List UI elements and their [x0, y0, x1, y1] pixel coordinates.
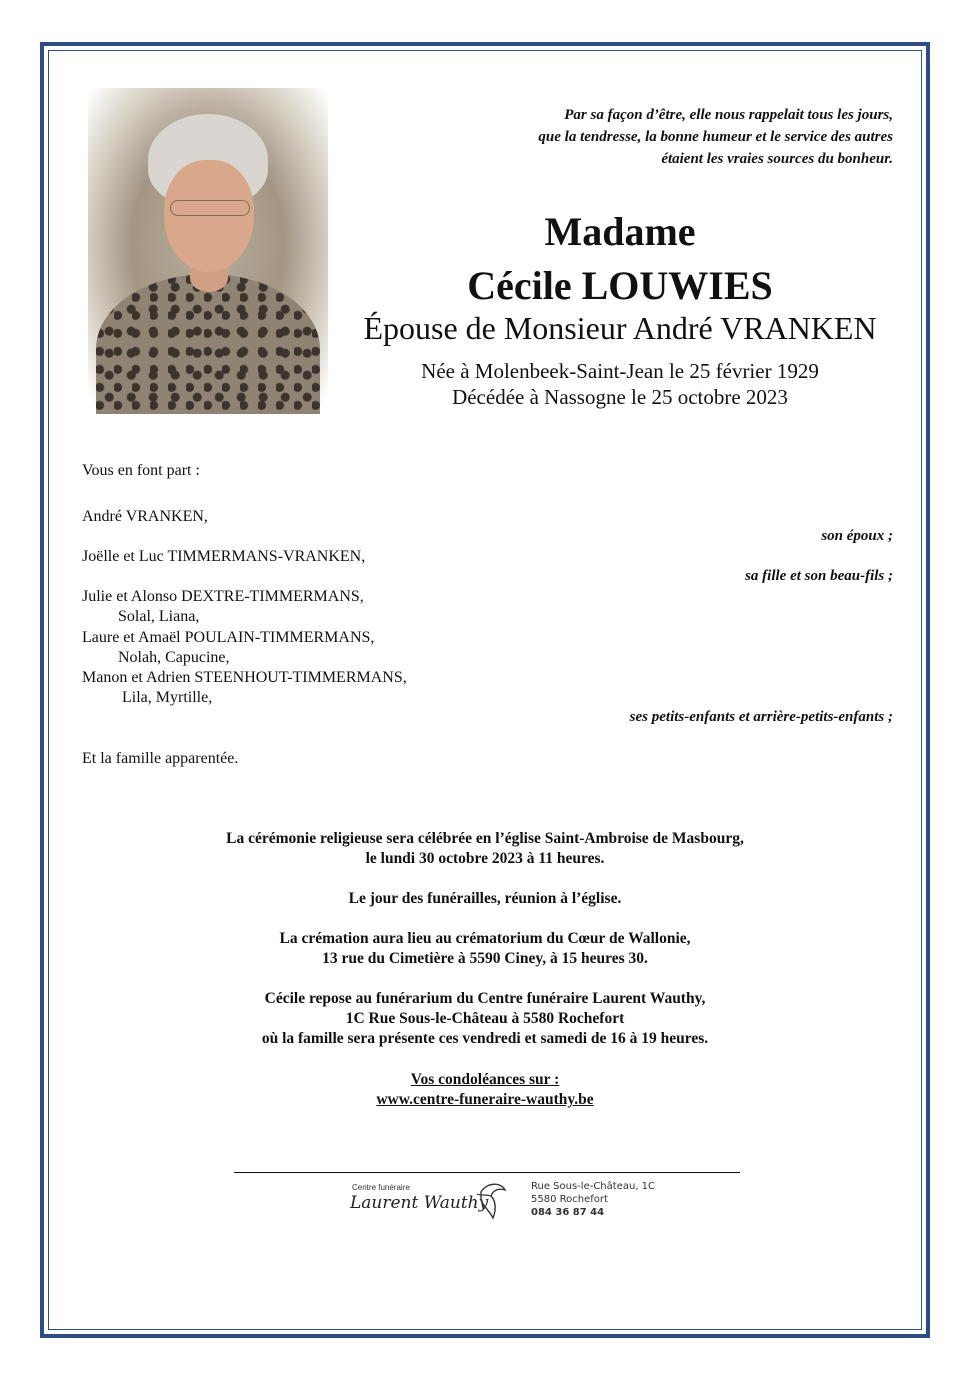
cremation-line: La crémation aura lieu au crématorium du Cœur de Wallonie,	[279, 930, 691, 947]
portrait-glasses	[170, 200, 250, 216]
deceased-name: Cécile LOUWIES	[467, 263, 773, 308]
cremation-line: 13 rue du Cimetière à 5590 Ciney, à 15 heures 30.	[322, 950, 648, 967]
birth-line: Née à Molenbeek-Saint-Jean le 25 février 1929	[421, 359, 819, 383]
condolences-label: Vos condoléances sur :	[410, 1071, 560, 1088]
funerarium-block	[48, 989, 922, 1049]
portrait-photo	[88, 88, 328, 414]
memorial-quote	[393, 104, 893, 170]
funerarium-line: Cécile repose au funérarium du Centre funéraire Laurent Wauthy,	[264, 990, 706, 1007]
ceremony-line: le lundi 30 octobre 2023 à 11 heures.	[365, 850, 605, 867]
condolences-block	[48, 1070, 922, 1110]
dove-icon	[475, 1178, 511, 1220]
funerarium-line: où la famille sera présente ces vendredi et samedi de 16 à 19 heures.	[261, 1030, 709, 1047]
grandchild-couple: Laure et Amaël POULAIN-TIMMERMANS,	[82, 629, 375, 646]
gathering-line: Le jour des funérailles, réunion à l’église.	[348, 890, 622, 907]
death-line: Décédée à Nassogne le 25 octobre 2023	[452, 385, 788, 409]
logo-caption: Centre funéraire	[352, 1183, 410, 1192]
grandchild-couple: Julie et Alonso DEXTRE-TIMMERMANS,	[82, 588, 364, 605]
spouse-line: Épouse de Monsieur André VRANKEN	[363, 310, 877, 346]
husband-role: son époux ;	[821, 528, 893, 544]
quote-line: étaient les vraies sources du bonheur.	[661, 151, 893, 167]
portrait-face	[164, 160, 254, 272]
cremation-block	[48, 929, 922, 969]
grandchildren-role: ses petits-enfants et arrière-petits-enfants ;	[629, 709, 893, 725]
great-grandchildren: Solal, Liana,	[118, 608, 200, 625]
great-grandchildren: Nolah, Capucine,	[118, 649, 230, 666]
daughter-names: Joëlle et Luc TIMMERMANS-VRANKEN,	[82, 548, 366, 565]
address-street: Rue Sous-le-Château, 1C	[531, 1181, 656, 1192]
daughter-role: sa fille et son beau-fils ;	[745, 568, 893, 584]
portrait-clothing	[96, 274, 320, 414]
extended-family: Et la famille apparentée.	[82, 750, 239, 767]
funeral-home-logo	[340, 1178, 660, 1224]
footer-address	[531, 1180, 655, 1219]
husband-name: André VRANKEN,	[82, 508, 208, 525]
honorific: Madame	[544, 209, 696, 254]
intro-text: Vous en font part :	[82, 462, 200, 479]
logo-wordmark: Laurent Wauthy	[350, 1193, 489, 1213]
website-link[interactable]: www.centre-funeraire-wauthy.be	[376, 1091, 594, 1108]
grandchild-couple: Manon et Adrien STEENHOUT-TIMMERMANS,	[82, 669, 407, 686]
address-city: 5580 Rochefort	[531, 1194, 608, 1205]
great-grandchildren: Lila, Myrtille,	[122, 689, 213, 706]
phone-number: 084 36 87 44	[531, 1207, 605, 1218]
footer-rule	[234, 1172, 740, 1173]
gathering-block	[48, 889, 922, 909]
quote-line: Par sa façon d’être, elle nous rappelait tous les jours,	[564, 107, 893, 123]
ceremony-block	[48, 829, 922, 869]
funerarium-line: 1C Rue Sous-le-Château à 5580 Rochefort	[345, 1010, 625, 1027]
quote-line: que la tendresse, la bonne humeur et le service des autres	[538, 129, 893, 145]
ceremony-line: La cérémonie religieuse sera célébrée en l’église Saint-Ambroise de Masbourg,	[226, 830, 744, 847]
